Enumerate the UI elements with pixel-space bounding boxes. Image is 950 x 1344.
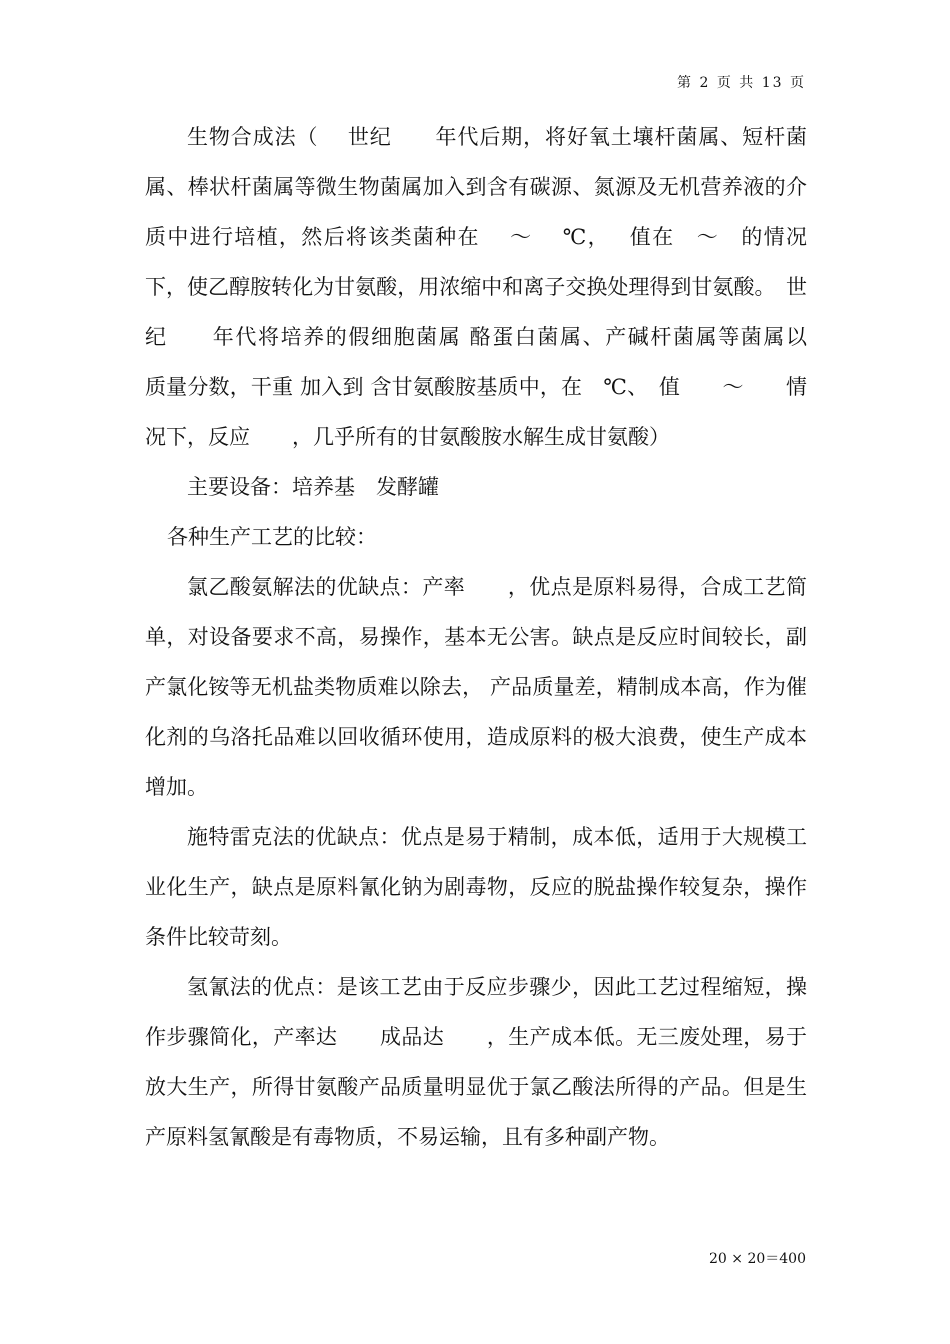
paragraph-strecker-method: 施特雷克法的优缺点：优点是易于精制，成本低，适用于大规模工业化生产，缺点是原料氰化钠为剧毒物，反应的脱盐操作较复杂，操作条件比较苛刻。 <box>145 825 807 949</box>
document-body <box>145 112 870 1162</box>
paragraph-comparison-heading: 各种生产工艺的比较： <box>167 525 377 549</box>
paragraph-equipment: 主要设备：培养基 发酵罐 <box>187 475 439 499</box>
paragraph-chloroacetic-method: 氯乙酸氨解法的优缺点：产率 ，优点是原料易得，合成工艺简单，对设备要求不高，易操作，基本无公害。缺点是反应时间较长，副产氯化铵等无机盐类物质难以除去， 产品质量差，精制成本高，作为催化剂的乌洛托品难以回收循环使用，造成原料的极大浪费，使生产成本增加。 <box>145 575 807 799</box>
page-number-header: 第 2 页 共 13 页 <box>677 75 806 91</box>
grid-count-footer: 20 × 20＝400 <box>709 1251 806 1267</box>
paragraph-hydrocyanic-method: 氢氰法的优点：是该工艺由于反应步骤少，因此工艺过程缩短，操作步骤简化，产率达 成品达 ，生产成本低。无三废处理，易于放大生产，所得甘氨酸产品质量明显优于氯乙酸法所得的产品。但是生产原料氢氰酸是有毒物质，不易运输，且有多种副产物。 <box>145 975 807 1149</box>
paragraph-biosynthesis: 生物合成法（ 世纪 年代后期，将好氧土壤杆菌属、短杆菌属、棒状杆菌属等微生物菌属加入到含有碳源、氮源及无机营养液的介质中进行培植，然后将该类菌种在 ～ ℃， 值在 ～ 的情况下，使乙醇胺转化为甘氨酸，用浓缩中和离子交换处理得到甘氨酸。 世纪 年代将培养的假细胞菌属 酪蛋白菌属、产碱杆菌属等菌属以 质量分数，干重 加入到 含甘氨酸胺基质中，在 ℃、 值 ～ 情况下，反应 ，几乎所有的甘氨酸胺水解生成甘氨酸） <box>145 125 870 449</box>
